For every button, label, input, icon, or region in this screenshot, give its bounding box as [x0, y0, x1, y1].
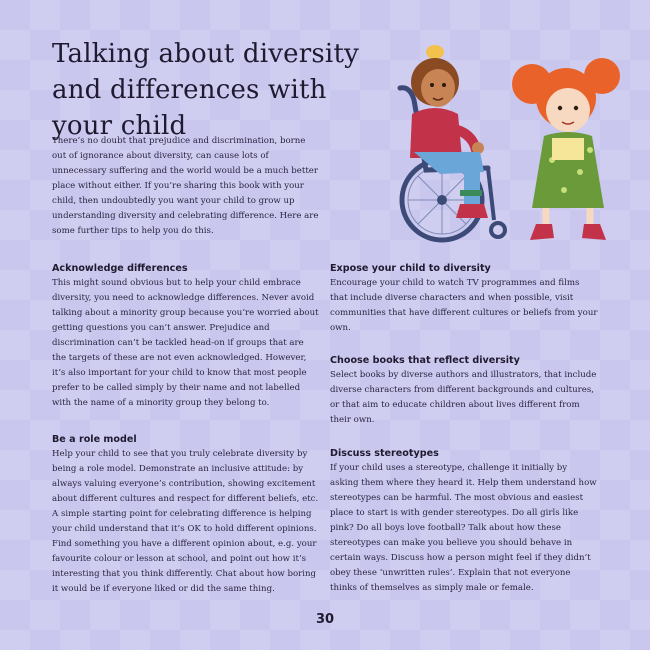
section-discuss-stereotypes — [330, 447, 598, 596]
children-illustration — [380, 40, 620, 245]
section-heading: Discuss stereotypes — [330, 448, 439, 459]
section-heading: Be a role model — [52, 434, 137, 445]
section-body: Help your child to see that you truly celebrate diversity by being a role model. Demonstrate an inclusive attitude: by always valuing everyone’s contribution, showing excitement about different cultures and respect for different beliefs, etc. A simple starting point for celebrating difference is helping your child understand that it’s OK to hold different opinions. Find something you have a different opinion about, e.g. your favourite colour or lesson at school, and point out how it’s interesting that you think differently. Chat about how boring it would be if everyone liked or did the same thing. — [52, 449, 319, 594]
intro-paragraph: There’s no doubt that prejudice and discrimination, borne out of ignorance about diversity, can cause lots of unnecessary suffering and the world would be a much better place without either. If you’re sharing this book with your child, then undoubtedly you want your child to grow up understanding diversity and celebrating difference. Here are some further tips to help you do this. — [52, 136, 319, 236]
section-expose-your-child — [330, 262, 598, 336]
section-body: Encourage your child to watch TV programmes and films that include diverse characters and when possible, visit communities that have different cultures or beliefs from your own. — [330, 278, 598, 333]
page-number: 30 — [315, 612, 335, 627]
page-title: Talking about diversity and differences with your child — [52, 39, 359, 141]
section-body: This might sound obvious but to help your child embrace diversity, you need to acknowledge differences. Never avoid talking about a minority group because you’re worried about getting questions you can’t answer. Prejudice and discrimination can’t be tackled head-on if groups that are the targets of these are not even acknowledged. However, it’s also important for your child to know that most people prefer to be called simply by their name and not labelled with the name of a minority group they belong to. — [52, 278, 319, 408]
section-acknowledge-differences — [52, 262, 320, 411]
section-choose-books — [330, 354, 598, 428]
section-heading: Expose your child to diversity — [330, 263, 491, 274]
section-heading: Acknowledge differences — [52, 263, 188, 274]
section-heading: Choose books that reflect diversity — [330, 355, 520, 366]
girl-with-pigtails-illustration — [512, 58, 620, 240]
section-be-a-role-model — [52, 433, 320, 597]
child-in-wheelchair-illustration — [410, 45, 488, 218]
section-body: If your child uses a stereotype, challenge it initially by asking them where they heard it. Help them understand how stereotypes can be harmful. The most obvious and easiest place to start is with gender stereotypes. Do all girls like pink? Do all boys love football? Talk about how these stereotypes can make you believe you should behave in certain ways. Discuss how a person might feel if they didn’t obey these ‘unwritten rules’. Explain that not everyone thinks of themselves as simply male or female. — [330, 463, 597, 593]
section-body: Select books by diverse authors and illustrators, that include diverse characters from different backgrounds and cultures, or that aim to educate children about lives different from their own. — [330, 370, 597, 425]
